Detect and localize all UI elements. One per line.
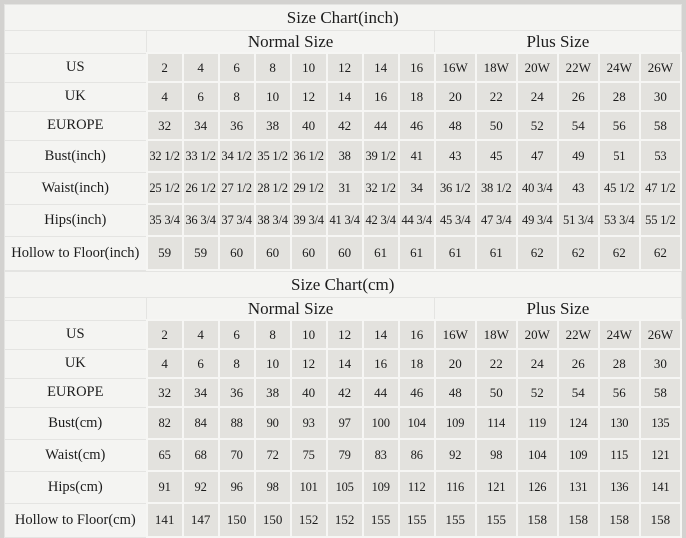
size-value-cell: 58 <box>640 111 681 140</box>
size-value-cell: 18 <box>399 82 435 111</box>
size-value-cell: 79 <box>327 439 363 471</box>
size-value-cell: 36 3/4 <box>183 204 219 236</box>
size-value-cell: 61 <box>435 236 476 270</box>
size-value-cell: 47 3/4 <box>476 204 517 236</box>
table-row <box>5 471 682 503</box>
size-value-cell: 42 3/4 <box>363 204 399 236</box>
size-value-cell: 32 1/2 <box>147 140 183 172</box>
size-value-cell: 51 <box>599 140 640 172</box>
size-value-cell: 51 3/4 <box>558 204 599 236</box>
size-value-cell: 28 <box>599 82 640 111</box>
size-value-cell: 27 1/2 <box>219 172 255 204</box>
size-value-cell: 56 <box>599 111 640 140</box>
table-row <box>5 378 682 407</box>
size-value-cell: 43 <box>558 172 599 204</box>
size-value-cell: 62 <box>558 236 599 270</box>
size-value-cell: 32 1/2 <box>363 172 399 204</box>
size-value-cell: 37 3/4 <box>219 204 255 236</box>
size-value-cell: 84 <box>183 407 219 439</box>
size-value-cell: 119 <box>517 407 558 439</box>
size-value-cell: 12 <box>327 320 363 349</box>
size-value-cell: 44 <box>363 111 399 140</box>
size-value-cell: 82 <box>147 407 183 439</box>
row-label: UK <box>5 82 147 111</box>
size-value-cell: 4 <box>147 349 183 378</box>
column-group-plus-size: Plus Size <box>435 31 681 54</box>
size-value-cell: 53 3/4 <box>599 204 640 236</box>
size-value-cell: 14 <box>363 53 399 82</box>
column-group-normal-size: Normal Size <box>147 31 435 54</box>
row-label: Bust(cm) <box>5 407 147 439</box>
size-value-cell: 126 <box>517 471 558 503</box>
column-group-row <box>5 31 682 54</box>
size-value-cell: 141 <box>640 471 681 503</box>
cm-table-body <box>5 320 682 537</box>
size-value-cell: 38 <box>327 140 363 172</box>
size-value-cell: 115 <box>599 439 640 471</box>
size-value-cell: 32 <box>147 111 183 140</box>
size-value-cell: 8 <box>219 349 255 378</box>
size-value-cell: 83 <box>363 439 399 471</box>
corner-cell <box>5 298 147 321</box>
size-value-cell: 62 <box>640 236 681 270</box>
size-value-cell: 141 <box>147 503 183 537</box>
size-value-cell: 72 <box>255 439 291 471</box>
size-value-cell: 22 <box>476 82 517 111</box>
table-row <box>5 82 682 111</box>
size-value-cell: 43 <box>435 140 476 172</box>
size-value-cell: 2 <box>147 320 183 349</box>
size-value-cell: 75 <box>291 439 327 471</box>
size-value-cell: 152 <box>327 503 363 537</box>
size-value-cell: 55 1/2 <box>640 204 681 236</box>
row-label: Bust(inch) <box>5 140 147 172</box>
size-value-cell: 2 <box>147 53 183 82</box>
row-label: Waist(cm) <box>5 439 147 471</box>
size-value-cell: 16 <box>363 349 399 378</box>
size-value-cell: 101 <box>291 471 327 503</box>
size-value-cell: 44 3/4 <box>399 204 435 236</box>
table-row <box>5 407 682 439</box>
size-value-cell: 147 <box>183 503 219 537</box>
size-value-cell: 60 <box>291 236 327 270</box>
size-value-cell: 104 <box>399 407 435 439</box>
table-title: Size Chart(cm) <box>5 272 682 298</box>
size-value-cell: 22W <box>558 320 599 349</box>
size-value-cell: 26W <box>640 320 681 349</box>
size-value-cell: 8 <box>219 82 255 111</box>
corner-cell <box>5 31 147 54</box>
size-value-cell: 10 <box>291 53 327 82</box>
size-value-cell: 16 <box>399 320 435 349</box>
size-value-cell: 16 <box>363 82 399 111</box>
size-value-cell: 10 <box>291 320 327 349</box>
size-value-cell: 22 <box>476 349 517 378</box>
inch-table-body <box>5 53 682 270</box>
size-value-cell: 18 <box>399 349 435 378</box>
size-value-cell: 54 <box>558 111 599 140</box>
size-value-cell: 33 1/2 <box>183 140 219 172</box>
size-value-cell: 45 3/4 <box>435 204 476 236</box>
size-value-cell: 30 <box>640 349 681 378</box>
size-value-cell: 40 3/4 <box>517 172 558 204</box>
size-value-cell: 105 <box>327 471 363 503</box>
size-value-cell: 34 1/2 <box>219 140 255 172</box>
size-value-cell: 4 <box>183 53 219 82</box>
size-value-cell: 155 <box>435 503 476 537</box>
size-value-cell: 44 <box>363 378 399 407</box>
size-value-cell: 109 <box>363 471 399 503</box>
size-value-cell: 14 <box>327 82 363 111</box>
table-row <box>5 439 682 471</box>
column-group-normal-size: Normal Size <box>147 298 435 321</box>
size-value-cell: 20 <box>435 349 476 378</box>
size-value-cell: 41 <box>399 140 435 172</box>
column-group-plus-size: Plus Size <box>435 298 681 321</box>
size-value-cell: 96 <box>219 471 255 503</box>
size-value-cell: 158 <box>599 503 640 537</box>
size-value-cell: 25 1/2 <box>147 172 183 204</box>
size-value-cell: 98 <box>476 439 517 471</box>
size-value-cell: 88 <box>219 407 255 439</box>
size-value-cell: 155 <box>476 503 517 537</box>
size-value-cell: 20 <box>435 82 476 111</box>
size-value-cell: 109 <box>558 439 599 471</box>
size-value-cell: 35 3/4 <box>147 204 183 236</box>
size-value-cell: 121 <box>640 439 681 471</box>
size-value-cell: 158 <box>640 503 681 537</box>
size-value-cell: 135 <box>640 407 681 439</box>
size-value-cell: 109 <box>435 407 476 439</box>
size-value-cell: 12 <box>291 82 327 111</box>
size-value-cell: 47 1/2 <box>640 172 681 204</box>
size-value-cell: 61 <box>363 236 399 270</box>
size-value-cell: 40 <box>291 378 327 407</box>
size-value-cell: 39 3/4 <box>291 204 327 236</box>
size-value-cell: 38 <box>255 111 291 140</box>
size-value-cell: 131 <box>558 471 599 503</box>
size-value-cell: 49 3/4 <box>517 204 558 236</box>
size-value-cell: 31 <box>327 172 363 204</box>
size-value-cell: 35 1/2 <box>255 140 291 172</box>
table-row <box>5 320 682 349</box>
size-value-cell: 46 <box>399 111 435 140</box>
size-value-cell: 150 <box>255 503 291 537</box>
table-row <box>5 236 682 270</box>
size-value-cell: 20W <box>517 53 558 82</box>
size-value-cell: 36 1/2 <box>435 172 476 204</box>
size-value-cell: 36 <box>219 378 255 407</box>
size-value-cell: 42 <box>327 378 363 407</box>
size-value-cell: 121 <box>476 471 517 503</box>
size-value-cell: 41 3/4 <box>327 204 363 236</box>
size-value-cell: 104 <box>517 439 558 471</box>
size-value-cell: 10 <box>255 349 291 378</box>
table-row <box>5 349 682 378</box>
size-value-cell: 8 <box>255 53 291 82</box>
size-value-cell: 6 <box>219 53 255 82</box>
size-value-cell: 52 <box>517 378 558 407</box>
size-value-cell: 91 <box>147 471 183 503</box>
size-value-cell: 86 <box>399 439 435 471</box>
table-title: Size Chart(inch) <box>5 5 682 31</box>
size-value-cell: 29 1/2 <box>291 172 327 204</box>
size-value-cell: 12 <box>327 53 363 82</box>
row-label: Waist(inch) <box>5 172 147 204</box>
row-label: Hollow to Floor(cm) <box>5 503 147 537</box>
size-value-cell: 22W <box>558 53 599 82</box>
size-value-cell: 60 <box>327 236 363 270</box>
size-value-cell: 6 <box>183 349 219 378</box>
row-label: EUROPE <box>5 378 147 407</box>
size-value-cell: 14 <box>363 320 399 349</box>
size-value-cell: 24W <box>599 320 640 349</box>
size-value-cell: 26 1/2 <box>183 172 219 204</box>
size-value-cell: 59 <box>147 236 183 270</box>
size-value-cell: 53 <box>640 140 681 172</box>
size-value-cell: 48 <box>435 111 476 140</box>
size-value-cell: 49 <box>558 140 599 172</box>
size-value-cell: 4 <box>183 320 219 349</box>
size-value-cell: 60 <box>219 236 255 270</box>
size-value-cell: 68 <box>183 439 219 471</box>
size-value-cell: 8 <box>255 320 291 349</box>
size-value-cell: 98 <box>255 471 291 503</box>
size-value-cell: 45 <box>476 140 517 172</box>
size-value-cell: 62 <box>517 236 558 270</box>
table-row <box>5 53 682 82</box>
size-value-cell: 6 <box>183 82 219 111</box>
size-value-cell: 97 <box>327 407 363 439</box>
size-value-cell: 32 <box>147 378 183 407</box>
size-value-cell: 24W <box>599 53 640 82</box>
row-label: Hips(inch) <box>5 204 147 236</box>
size-value-cell: 16 <box>399 53 435 82</box>
size-value-cell: 16W <box>435 53 476 82</box>
size-value-cell: 4 <box>147 82 183 111</box>
size-value-cell: 38 <box>255 378 291 407</box>
row-label: US <box>5 320 147 349</box>
size-value-cell: 48 <box>435 378 476 407</box>
size-value-cell: 36 1/2 <box>291 140 327 172</box>
size-value-cell: 92 <box>435 439 476 471</box>
size-value-cell: 34 <box>183 111 219 140</box>
size-value-cell: 45 1/2 <box>599 172 640 204</box>
size-value-cell: 24 <box>517 82 558 111</box>
size-value-cell: 158 <box>558 503 599 537</box>
size-value-cell: 60 <box>255 236 291 270</box>
size-value-cell: 112 <box>399 471 435 503</box>
size-value-cell: 20W <box>517 320 558 349</box>
table-row <box>5 140 682 172</box>
size-value-cell: 61 <box>399 236 435 270</box>
size-value-cell: 34 <box>183 378 219 407</box>
size-value-cell: 130 <box>599 407 640 439</box>
size-value-cell: 42 <box>327 111 363 140</box>
size-value-cell: 54 <box>558 378 599 407</box>
size-value-cell: 28 <box>599 349 640 378</box>
size-value-cell: 30 <box>640 82 681 111</box>
row-label: UK <box>5 349 147 378</box>
size-value-cell: 155 <box>399 503 435 537</box>
row-label: US <box>5 53 147 82</box>
size-value-cell: 39 1/2 <box>363 140 399 172</box>
size-value-cell: 14 <box>327 349 363 378</box>
size-chart-inch-table <box>4 4 682 271</box>
size-value-cell: 24 <box>517 349 558 378</box>
size-value-cell: 50 <box>476 378 517 407</box>
size-value-cell: 12 <box>291 349 327 378</box>
row-label: EUROPE <box>5 111 147 140</box>
size-value-cell: 62 <box>599 236 640 270</box>
size-value-cell: 16W <box>435 320 476 349</box>
size-value-cell: 18W <box>476 320 517 349</box>
size-value-cell: 26 <box>558 349 599 378</box>
size-value-cell: 47 <box>517 140 558 172</box>
size-value-cell: 50 <box>476 111 517 140</box>
size-value-cell: 46 <box>399 378 435 407</box>
size-value-cell: 10 <box>255 82 291 111</box>
table-row <box>5 503 682 537</box>
row-label: Hips(cm) <box>5 471 147 503</box>
size-value-cell: 152 <box>291 503 327 537</box>
size-value-cell: 65 <box>147 439 183 471</box>
size-value-cell: 34 <box>399 172 435 204</box>
size-value-cell: 58 <box>640 378 681 407</box>
size-value-cell: 61 <box>476 236 517 270</box>
size-chart-cm-table <box>4 271 682 538</box>
column-group-row <box>5 298 682 321</box>
table-row <box>5 111 682 140</box>
size-value-cell: 59 <box>183 236 219 270</box>
size-value-cell: 92 <box>183 471 219 503</box>
size-value-cell: 158 <box>517 503 558 537</box>
size-value-cell: 6 <box>219 320 255 349</box>
size-value-cell: 26 <box>558 82 599 111</box>
row-label: Hollow to Floor(inch) <box>5 236 147 270</box>
table-title-row <box>5 5 682 31</box>
size-value-cell: 26W <box>640 53 681 82</box>
size-value-cell: 70 <box>219 439 255 471</box>
size-value-cell: 116 <box>435 471 476 503</box>
size-value-cell: 36 <box>219 111 255 140</box>
table-title-row <box>5 272 682 298</box>
size-value-cell: 155 <box>363 503 399 537</box>
size-value-cell: 56 <box>599 378 640 407</box>
size-value-cell: 52 <box>517 111 558 140</box>
size-value-cell: 18W <box>476 53 517 82</box>
size-value-cell: 93 <box>291 407 327 439</box>
size-value-cell: 124 <box>558 407 599 439</box>
size-value-cell: 28 1/2 <box>255 172 291 204</box>
size-value-cell: 40 <box>291 111 327 140</box>
size-value-cell: 150 <box>219 503 255 537</box>
table-row <box>5 172 682 204</box>
size-value-cell: 100 <box>363 407 399 439</box>
size-value-cell: 136 <box>599 471 640 503</box>
size-value-cell: 38 1/2 <box>476 172 517 204</box>
size-value-cell: 38 3/4 <box>255 204 291 236</box>
size-value-cell: 114 <box>476 407 517 439</box>
size-value-cell: 90 <box>255 407 291 439</box>
table-row <box>5 204 682 236</box>
